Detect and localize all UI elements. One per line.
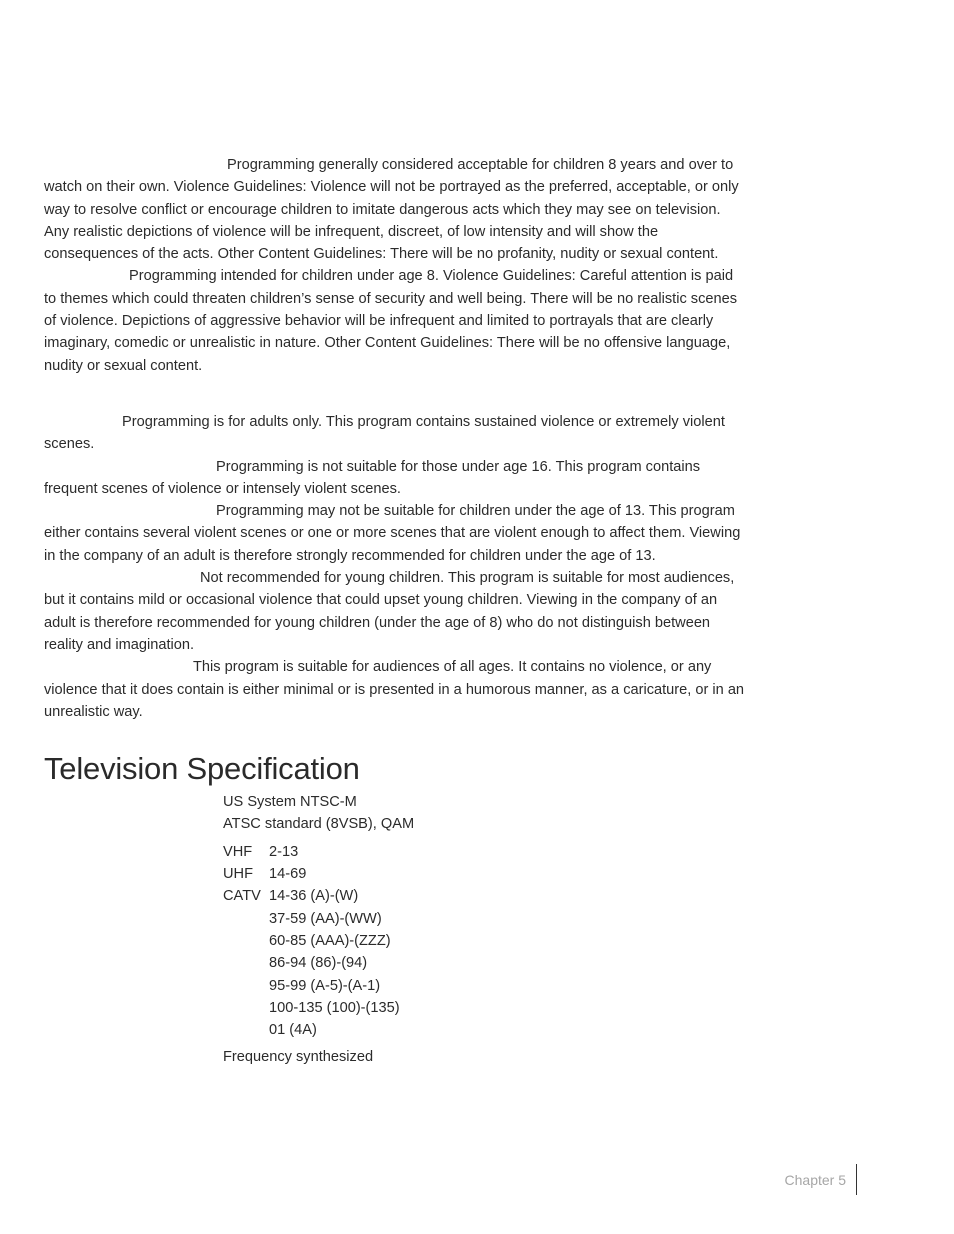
rating-paragraph-16plus: Programming is not suitable for those under age 16. This program contains frequent scenes of violence or intensely violent scenes. <box>44 458 701 497</box>
band-range: 100-135 (100)-(135) <box>269 999 400 1016</box>
band-name <box>223 930 269 952</box>
band-row <box>223 952 746 974</box>
band-name <box>223 1019 269 1041</box>
rating-paragraph-8plus: Not recommended for young children. This program is suitable for most audiences, but it contains mild or occasional violence that could upset young children. Viewing in the company of an adult is therefore recommended for young children (under the age of 8) who do not distinguish between reality and imagination. <box>44 570 735 653</box>
band-row <box>223 863 746 885</box>
rating-paragraph-13plus: Programming may not be suitable for children under the age of 13. This program either contains several violent scenes or one or more scenes that are violent enough to affect them. Viewing in the company of an adult is therefore strongly recommended for children under the age of 13. <box>44 503 741 564</box>
band-name <box>223 908 269 930</box>
band-row <box>223 1019 746 1041</box>
band-range: 95-99 (A-5)-(A-1) <box>269 977 381 994</box>
rating-paragraph-tv-y7: Programming generally considered acceptable for children 8 years and over to watch on their own. Violence Guidelines: Violence will not be portrayed as the preferred, acceptable, or only way to resolve conflict or encourage children to imitate dangerous acts which they may see on television. Any realistic depictions of violence will be infrequent, discreet, of low intensity and will show the consequences of the acts. Other Content Guidelines: There will be no profanity, nudity or sexual content. <box>44 157 739 263</box>
rating-paragraph-general: This program is suitable for audiences of all ages. It contains no violence, or any violence that it does contain is either minimal or is presented in a humorous manner, as a caricature, or in an unrealistic way. <box>44 659 745 720</box>
band-name: CATV <box>223 888 261 905</box>
band-range: 14-69 <box>269 866 307 883</box>
band-row <box>223 885 746 907</box>
page-content <box>44 154 746 1069</box>
band-range: 2-13 <box>269 843 299 860</box>
band-range: 86-94 (86)-(94) <box>269 955 368 972</box>
rating-paragraph-18plus: Programming is for adults only. This program contains sustained violence or extremely violent scenes. <box>44 413 725 453</box>
band-name <box>223 952 269 974</box>
band-range: 14-36 (A)-(W) <box>269 888 359 905</box>
band-range: 37-59 (AA)-(WW) <box>269 910 382 927</box>
band-name <box>223 997 269 1019</box>
band-range: 60-85 (AAA)-(ZZZ) <box>269 932 391 949</box>
tv-standard: ATSC standard (8VSB), QAM <box>223 816 415 833</box>
rating-paragraph-tv-y: Programming intended for children under age 8. Violence Guidelines: Careful attention is paid to themes which could threaten children’s sense of security and well being. There will be no realistic scenes of violence. Depictions of aggressive behavior will be infrequent and limited to portrayals that are clearly imaginary, comedic or unrealistic in nature. Other Content Guidelines: There will be no offensive language, nudity or sexual content. <box>44 268 738 374</box>
band-row <box>223 841 746 863</box>
section-title: Television Specification <box>44 751 360 787</box>
channel-coverage <box>223 841 746 1042</box>
band-name: VHF <box>223 843 253 860</box>
band-row <box>223 930 746 952</box>
footer-chapter-label: Chapter 5 <box>784 1172 846 1188</box>
tuning-system: Frequency synthesized <box>223 1049 374 1066</box>
band-row <box>223 997 746 1019</box>
band-name: UHF <box>223 866 253 883</box>
band-range: 01 (4A) <box>269 1022 317 1039</box>
band-name <box>223 975 269 997</box>
footer-divider <box>856 1164 857 1195</box>
band-row <box>223 908 746 930</box>
band-row <box>223 975 746 997</box>
tv-system: US System NTSC-M <box>223 794 357 811</box>
tv-spec-block <box>223 791 746 1069</box>
